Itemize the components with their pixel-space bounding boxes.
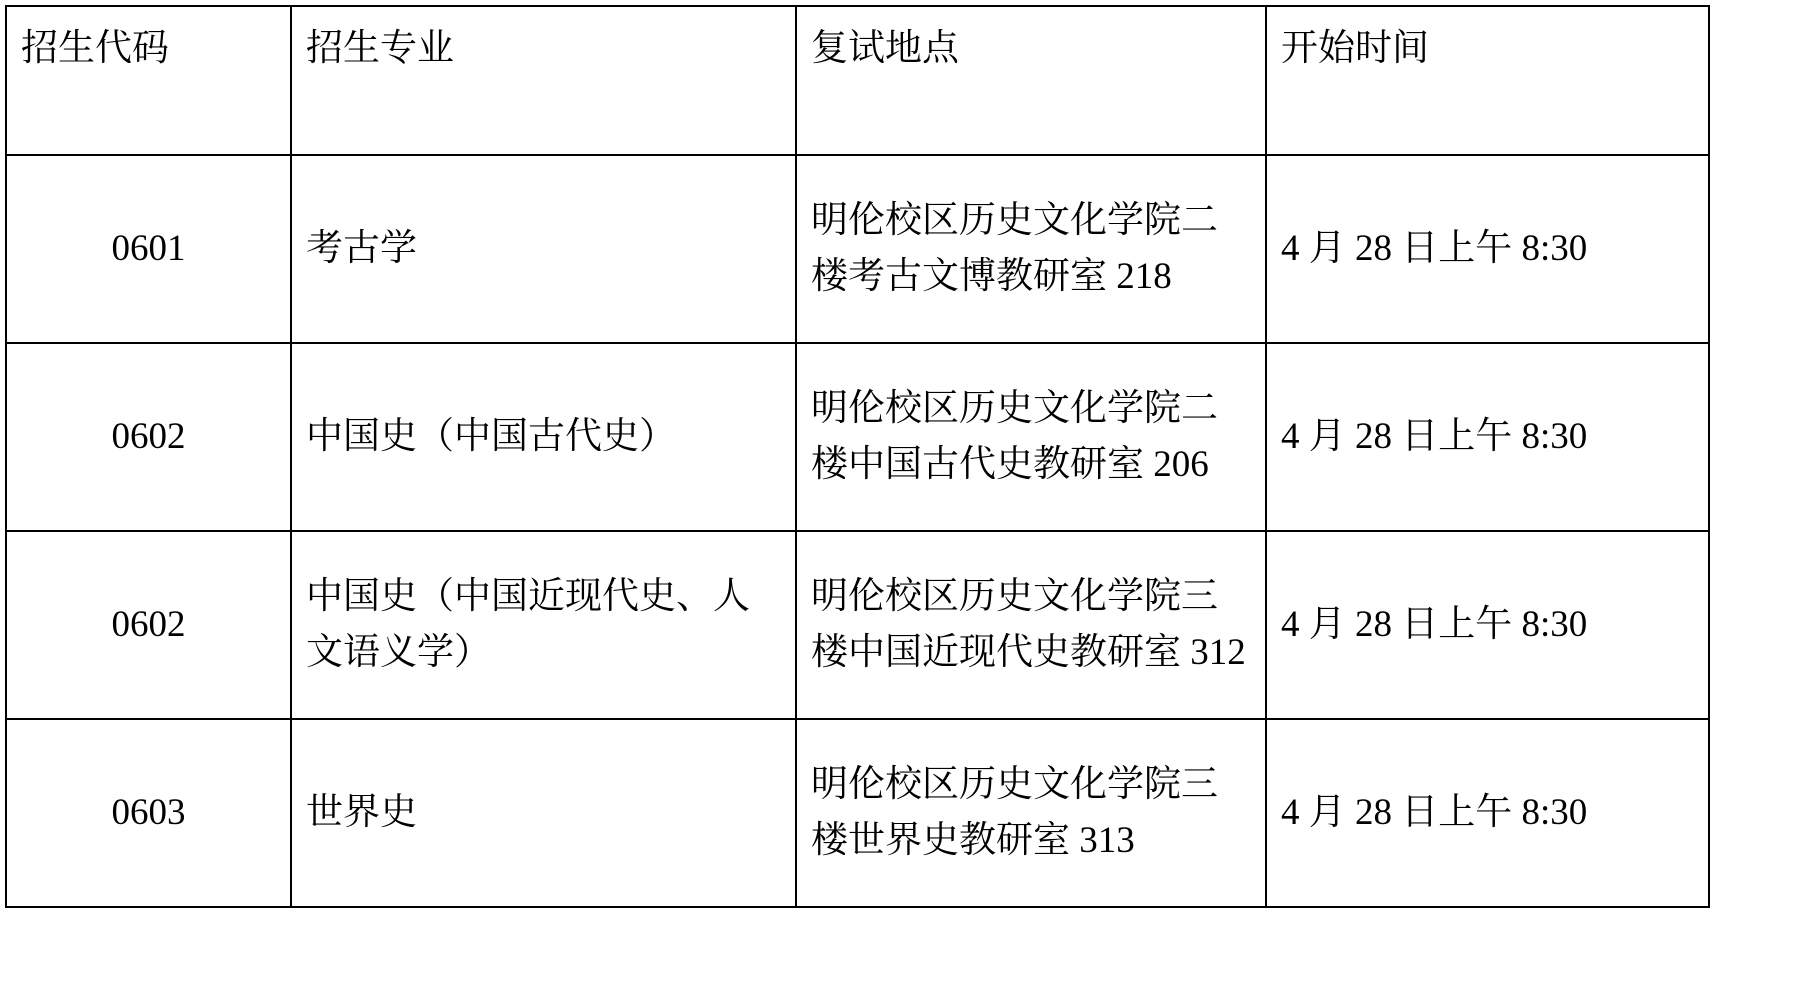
cell-time: 4 月 28 日上午 8:30	[1266, 719, 1709, 907]
cell-major: 中国史（中国近现代史、人文语义学）	[291, 531, 796, 719]
cell-time: 4 月 28 日上午 8:30	[1266, 531, 1709, 719]
cell-major: 中国史（中国古代史）	[291, 343, 796, 531]
column-header-code: 招生代码	[6, 6, 291, 155]
table-row	[6, 531, 1709, 719]
cell-time: 4 月 28 日上午 8:30	[1266, 155, 1709, 343]
cell-major: 考古学	[291, 155, 796, 343]
table-row	[6, 155, 1709, 343]
cell-time: 4 月 28 日上午 8:30	[1266, 343, 1709, 531]
column-header-place: 复试地点	[796, 6, 1266, 155]
cell-place: 明伦校区历史文化学院三楼世界史教研室 313	[796, 719, 1266, 907]
table-row	[6, 343, 1709, 531]
cell-major: 世界史	[291, 719, 796, 907]
cell-place: 明伦校区历史文化学院二楼考古文博教研室 218	[796, 155, 1266, 343]
column-header-major: 招生专业	[291, 6, 796, 155]
schedule-table-container	[5, 5, 1708, 908]
cell-place: 明伦校区历史文化学院三楼中国近现代史教研室 312	[796, 531, 1266, 719]
cell-code: 0602	[6, 343, 291, 531]
cell-code: 0603	[6, 719, 291, 907]
cell-place: 明伦校区历史文化学院二楼中国古代史教研室 206	[796, 343, 1266, 531]
cell-code: 0602	[6, 531, 291, 719]
column-header-time: 开始时间	[1266, 6, 1709, 155]
table-row	[6, 719, 1709, 907]
retest-schedule-table	[5, 5, 1710, 908]
cell-code: 0601	[6, 155, 291, 343]
table-header-row	[6, 6, 1709, 155]
